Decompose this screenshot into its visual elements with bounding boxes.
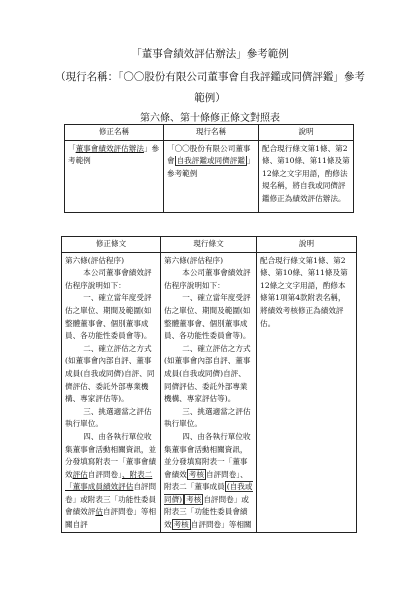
document-title: 「董事會績效評估辦法」參考範例 xyxy=(131,48,289,60)
current-article-cell: 第六條(評估程序) 本公司董事會績效評估程序說明如下： 一、確立當年度受評估之單位、期間及範圍(如整體董事會、個別董事成員、各功能性委員會等)。 二、確立評估之方式(如董事會內部自評、董事成員(自我或同儕)自評、同儕評估、委託外部專業機構、專家評估等)。 三、挑選適當之評估執行單位。 四、由各執行單位收集董事會活動相關資訊，並分發填寫附表一「董事會績效 考核 自評問卷」、附表二「董事成員 (自我或同儕) 考核 自評問卷」或附表三「功能性委員會績效 考核 自評問卷」等相關 xyxy=(161,252,257,532)
table-header-row xyxy=(62,237,357,253)
explanation-cell: 配合現行條文第1條、第2條、第10條、第11條及第12條之文字用語，酌修法規名稱，將自我或同儕評鑑修正為績效評估辦法。 xyxy=(259,140,354,212)
section-title: 第六條、第十條修正條文對照表 xyxy=(140,113,280,124)
current-name-cell: 「〇〇股份有限公司董事會 自我評鑑或同儕評鑑 」參考範例 xyxy=(164,140,259,212)
header-current-name: 現行名稱 xyxy=(164,125,259,141)
header-revised-name: 修正名稱 xyxy=(65,125,164,141)
article-comparison-table xyxy=(61,236,357,533)
table-row xyxy=(62,252,357,532)
name-comparison-table xyxy=(64,124,354,213)
header-explanation: 說明 xyxy=(259,125,354,141)
header-current-article: 現行條文 xyxy=(161,237,257,253)
header-revised-article: 修正條文 xyxy=(62,237,161,253)
document-subtitle-continued: 範例） xyxy=(194,92,226,104)
document-subtitle: （現行名稱：「〇〇股份有限公司董事會自我評鑑或同儕評鑑」參考 xyxy=(55,71,365,83)
table-row xyxy=(65,140,354,212)
header-explanation: 說明 xyxy=(257,237,357,253)
table-header-row xyxy=(65,125,354,141)
explanation-cell: 配合現行條文第1條、第2條、第10條、第11條及第12條之文字用語，酌修本條第1項第4款附表名稱，將績效考核修正為績效評估。 xyxy=(257,252,357,532)
revised-article-cell: 第六條(評估程序) 本公司董事會績效評估程序說明如下： 一、確立當年度受評估之單位、期間及範圍(如整體董事會、個別董事成員、各功能性委員會等)。 二、確立評估之方式(如董事會內部自評、董事成員(自我或同儕)自評、同儕評估、委託外部專業機構、專家評估等)。 三、挑選適當之評估執行單位。 四、由各執行單位收集董事會活動相關資訊，並分發填寫附表一「董事會績效評估自評問卷」、附表二「董事成員績效評估自評問卷」或附表三「功能性委員會績效評估自評問卷」等相關自評 xyxy=(62,252,161,532)
revised-name-cell: 「董事會績效評估辦法」參考範例 xyxy=(65,140,164,212)
